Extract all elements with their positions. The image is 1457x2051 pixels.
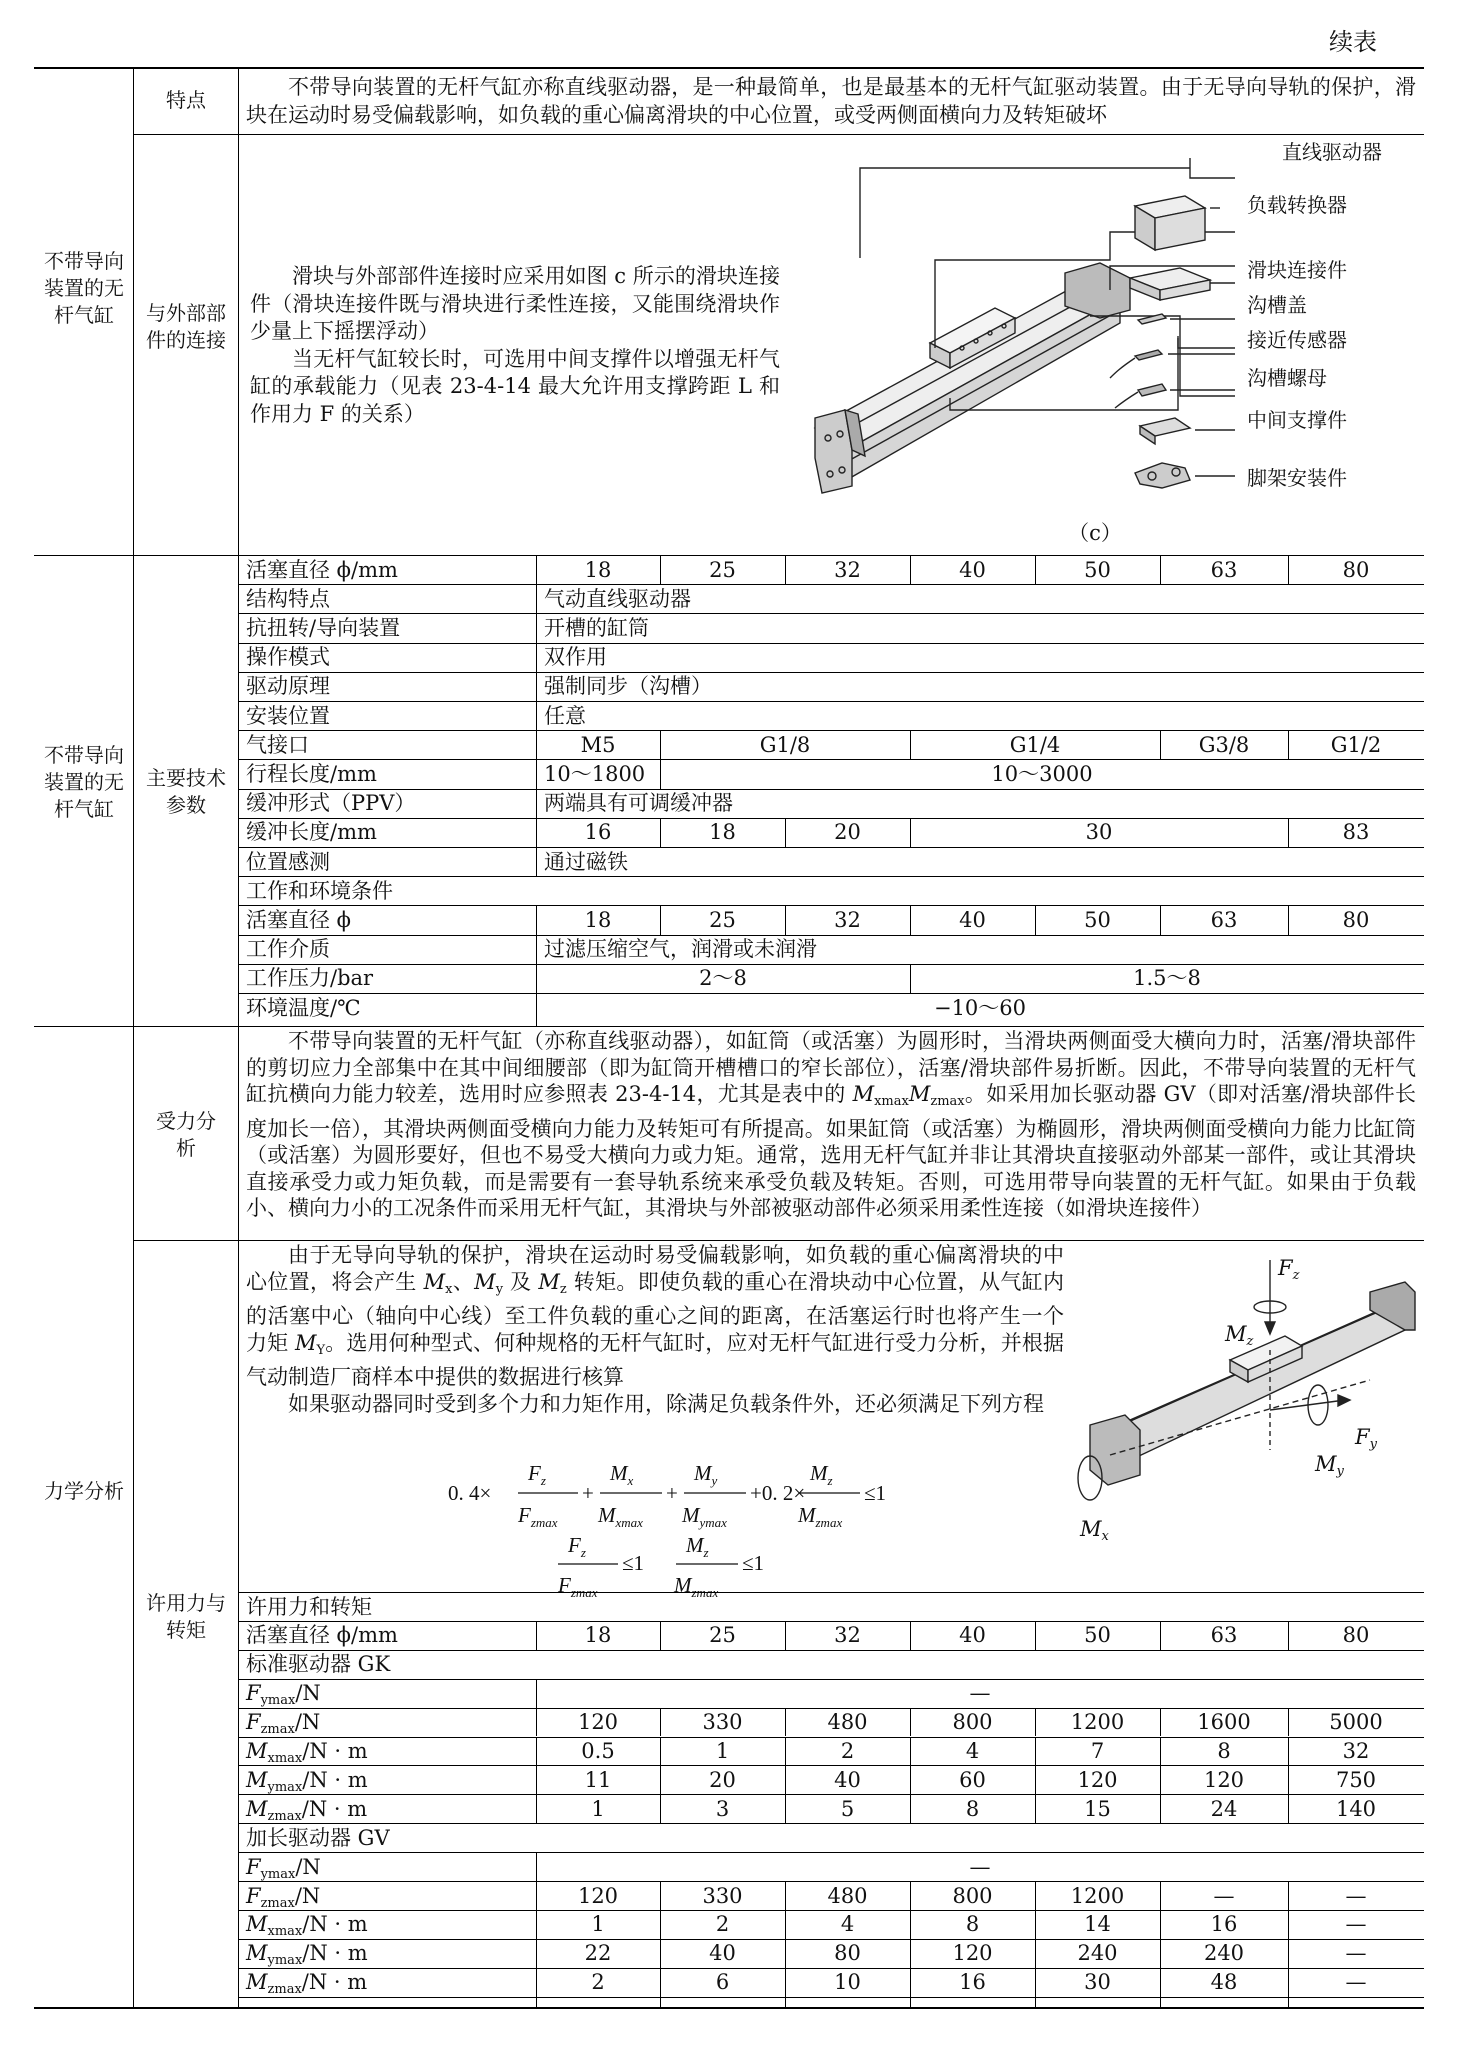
figure-part-label: 直线驱动器 — [1282, 140, 1382, 164]
gk-my-value: 60 — [959, 1767, 986, 1792]
cushion-length-value: 20 — [834, 820, 861, 845]
column-rule — [660, 905, 661, 934]
gk-mx-label: $M_{xmax}/N \cdot m$ — [246, 1739, 368, 1766]
gk-fz-value: 480 — [827, 1710, 868, 1735]
column-rule — [133, 67, 134, 2007]
column-rule — [660, 1708, 661, 1737]
column-rule — [1035, 1939, 1036, 1968]
piston-diameter: 18 — [584, 907, 612, 932]
svg-text:My: $M_y$ — [694, 1461, 718, 1488]
piston-diameter: 50 — [1084, 557, 1111, 582]
gk-mx-value: 32 — [1342, 1739, 1370, 1763]
gv-heading: 加长驱动器 GV — [246, 1825, 390, 1850]
piston-diameter: 18 — [584, 1623, 612, 1648]
gv-my-value: 22 — [584, 1941, 612, 1966]
piston-diameter: 40 — [959, 557, 986, 582]
eq-coef-2: +0. 2× — [750, 1481, 806, 1505]
column-rule — [536, 1737, 537, 1766]
gk-my-value: 120 — [1077, 1767, 1118, 1792]
column-rule — [910, 964, 911, 993]
stroke-value: 10～1800 — [544, 761, 646, 786]
gk-mx-value: 8 — [1217, 1739, 1231, 1763]
column-rule — [1160, 555, 1161, 584]
column-rule — [910, 1968, 911, 2007]
feature-label: 特点 — [166, 88, 206, 112]
column-rule — [1035, 1881, 1036, 1910]
allowable-text: 由于无导向导轨的保护，滑块在运动时易受偏载影响，如负载的重心偏离滑块的中心位置，将会产生 $M_x$、$M_y$ 及 $M_z$ 转矩。即使负载的重心在滑块动中心位置，从气缸内的活塞中心（轴向中心线）至工件负载的重心之间的距离，在活塞运行时也将产生一个力矩 $M_Y$。选用何种型式、何种规格的无杆气缸时，应对无杆气缸进行受力分析，并根据气动制造厂商样本中提供的数据进行核算 如果驱动器同时受到多个力和力矩作用，除满足负载条件外，还必须满足下列方程 — [246, 1243, 1064, 1416]
column-rule — [1288, 1881, 1289, 1910]
column-rule — [785, 1708, 786, 1737]
port-value: G1/4 — [1009, 732, 1061, 757]
eq-le-2: ≤1 — [622, 1551, 645, 1575]
row-rule — [238, 876, 1424, 877]
column-rule — [1288, 1910, 1289, 1939]
sec2-category-label: 不带导向装置的无杆气缸 — [44, 743, 124, 821]
column-rule — [910, 1621, 911, 1650]
gv-fz-value: 480 — [827, 1883, 868, 1908]
piston-diameter: 25 — [709, 557, 736, 582]
gk-fz-value: 1600 — [1197, 1710, 1251, 1735]
param-label-drive: 驱动原理 — [246, 674, 330, 699]
eq-le-3: ≤1 — [742, 1551, 765, 1575]
column-rule — [910, 818, 911, 847]
gk-fz-value: 5000 — [1329, 1710, 1383, 1735]
param-label-port: 气接口 — [246, 732, 309, 757]
piston-diameter: 80 — [1342, 1623, 1370, 1648]
column-rule — [1288, 1794, 1289, 1823]
gk-mx-value: 1 — [715, 1739, 730, 1763]
gk-my-value: 40 — [834, 1767, 861, 1792]
gv-fz-value: 330 — [702, 1883, 743, 1908]
pressure-value: 2～8 — [699, 966, 747, 991]
row-rule — [133, 1240, 1424, 1241]
gv-my-value: 240 — [1203, 1941, 1245, 1966]
svg-text:Mz: $M_z$ — [686, 1533, 709, 1560]
figure-part-label: 中间支撑件 — [1247, 408, 1347, 432]
row-rule — [238, 701, 1424, 702]
param-value-drive: 强制同步（沟槽） — [544, 674, 712, 699]
gk-mx-value: 7 — [1090, 1739, 1105, 1763]
param-value-torsion: 开槽的缸筒 — [544, 615, 649, 640]
column-rule — [785, 818, 786, 847]
piston-diameter: 80 — [1342, 557, 1370, 582]
column-rule — [1035, 1737, 1036, 1766]
allowable-table-title: 许用力和转矩 — [246, 1594, 372, 1619]
column-rule — [536, 1621, 537, 1650]
port-value: M5 — [580, 732, 616, 757]
gk-fz-value: 330 — [702, 1710, 743, 1735]
column-rule — [660, 818, 661, 847]
column-rule — [660, 555, 661, 584]
svg-text:+: + — [582, 1481, 594, 1505]
gk-fymax-label: $F_{ymax}/N$ — [246, 1681, 321, 1709]
svg-text:Mx: $M_x$ — [610, 1461, 634, 1488]
column-rule — [785, 1910, 786, 1939]
param-value-cushion: 两端具有可调缓冲器 — [544, 791, 733, 816]
row-rule — [133, 134, 1424, 135]
gv-mx-value: 1 — [591, 1912, 605, 1937]
column-rule — [785, 555, 786, 584]
gk-mz-value: 3 — [715, 1796, 730, 1821]
row-rule — [238, 643, 1424, 644]
gk-my-value: 11 — [584, 1767, 612, 1792]
gv-mz-value: 48 — [1210, 1970, 1238, 1995]
temperature-value: −10～60 — [933, 995, 1027, 1020]
column-rule — [910, 1794, 911, 1823]
column-rule — [536, 1679, 537, 1708]
column-rule — [536, 701, 537, 730]
column-rule — [536, 964, 537, 993]
column-rule — [910, 1765, 911, 1794]
column-rule — [785, 905, 786, 934]
param-value-mount: 任意 — [544, 703, 586, 728]
figure-part-label: 脚架安装件 — [1247, 466, 1347, 490]
gv-mx-label: $M_{xmax}/N \cdot m$ — [246, 1912, 368, 1940]
column-rule — [536, 730, 537, 759]
param-value-sensing: 通过磁铁 — [544, 849, 628, 874]
gk-mz-value: 140 — [1335, 1796, 1377, 1821]
column-rule — [660, 1737, 661, 1766]
column-rule — [910, 1737, 911, 1766]
column-rule — [1160, 1708, 1161, 1737]
figure-part-label: 沟槽盖 — [1247, 293, 1307, 317]
force-figure-label: $F_z$ — [1278, 1256, 1300, 1283]
eq-le-1: ≤1 — [864, 1481, 887, 1505]
param-label-structure: 结构特点 — [246, 586, 330, 611]
gv-mz-value: 10 — [834, 1970, 861, 1995]
piston-diameter: 25 — [709, 1623, 736, 1648]
column-rule — [1035, 1708, 1036, 1737]
column-rule — [536, 643, 537, 672]
column-rule — [910, 1881, 911, 1910]
gv-my-value: 80 — [834, 1941, 861, 1966]
force-figure-label: $F_y$ — [1355, 1425, 1377, 1452]
param-label-mount: 安装位置 — [246, 703, 330, 728]
column-rule — [785, 1968, 786, 2007]
piston-diameter: 50 — [1084, 1623, 1111, 1648]
gv-fz-value: 1200 — [1070, 1883, 1125, 1908]
column-rule — [1035, 905, 1036, 934]
row-rule — [238, 672, 1424, 673]
column-rule — [660, 730, 661, 759]
piston-diameter: 63 — [1210, 907, 1238, 932]
gv-fz-label: $F_{zmax}/N$ — [246, 1883, 321, 1911]
column-rule — [660, 1765, 661, 1794]
gv-my-value: 40 — [709, 1941, 736, 1966]
column-rule — [238, 67, 239, 2007]
gk-mx-value: 4 — [965, 1739, 980, 1763]
column-rule — [1288, 555, 1289, 584]
column-rule — [1160, 1910, 1161, 1939]
column-rule — [785, 1939, 786, 1968]
gk-fz-value: 1200 — [1070, 1710, 1125, 1735]
svg-text:Mzmax: $M_{zmax}$ — [798, 1503, 843, 1530]
svg-text:Fzmax: $F_{zmax}$ — [518, 1503, 558, 1530]
param-value-medium: 过滤压缩空气，润滑或未润滑 — [544, 937, 817, 962]
column-rule — [785, 1621, 786, 1650]
svg-text:Fz: $F_z$ — [528, 1461, 546, 1488]
column-rule — [1288, 1968, 1289, 2007]
column-rule — [536, 1708, 537, 1737]
column-rule — [1288, 1939, 1289, 1968]
column-rule — [1160, 1765, 1161, 1794]
column-rule — [910, 1910, 911, 1939]
section-rule — [34, 1026, 1424, 1027]
piston-diameter: 25 — [709, 907, 736, 932]
column-rule — [536, 935, 537, 964]
piston-diameter: 18 — [584, 557, 612, 582]
column-rule — [536, 1910, 537, 1939]
force-moment-figure — [1070, 1250, 1420, 1540]
column-rule — [536, 1939, 537, 1968]
column-rule — [660, 1968, 661, 2007]
port-value: G3/8 — [1198, 732, 1250, 757]
gv-mz-value: 6 — [715, 1970, 730, 1995]
column-rule — [536, 1765, 537, 1794]
gv-fz-value: — — [1345, 1883, 1367, 1908]
port-value: G1/8 — [759, 732, 811, 757]
gk-fz-label: $F_{zmax}/N$ — [246, 1710, 321, 1738]
column-rule — [910, 1939, 911, 1968]
gk-fz-value: 800 — [952, 1710, 993, 1735]
column-rule — [785, 1881, 786, 1910]
column-rule — [536, 1852, 537, 1881]
gk-my-value: 750 — [1335, 1767, 1377, 1792]
sec1-category-label: 不带导向装置的无杆气缸 — [44, 249, 124, 327]
column-rule — [1160, 1737, 1161, 1766]
gk-mz-value: 15 — [1084, 1796, 1111, 1821]
column-rule — [536, 789, 537, 818]
connect-label: 与外部部件的连接 — [146, 301, 226, 352]
param-value-structure: 气动直线驱动器 — [544, 586, 691, 611]
column-rule — [536, 584, 537, 613]
port-value: G1/2 — [1330, 732, 1382, 757]
env-conditions-heading: 工作和环境条件 — [246, 878, 393, 903]
column-rule — [785, 1765, 786, 1794]
figure-part-label: 滑块连接件 — [1247, 258, 1347, 282]
column-rule — [1288, 818, 1289, 847]
cushion-length-value: 83 — [1342, 820, 1370, 845]
force-analysis-label: 受力分析 — [156, 1109, 216, 1160]
pressure-value: 1.5～8 — [1133, 966, 1201, 991]
column-rule — [910, 730, 911, 759]
tech-params-label: 主要技术参数 — [146, 766, 226, 817]
gk-heading: 标准驱动器 GK — [246, 1652, 391, 1677]
continued-label: 续表 — [1329, 28, 1377, 56]
column-rule — [1160, 905, 1161, 934]
param-value-mode: 双作用 — [544, 645, 607, 670]
column-rule — [1288, 905, 1289, 934]
gv-fz-value: 120 — [577, 1883, 619, 1908]
column-rule — [1160, 1794, 1161, 1823]
gv-mx-value: 4 — [840, 1912, 855, 1937]
row-rule — [238, 1592, 1424, 1593]
gk-my-value: 120 — [1203, 1767, 1245, 1792]
param-label-stroke: 行程长度/mm — [246, 761, 377, 786]
force-analysis-text: 不带导向装置的无杆气缸（亦称直线驱动器），如缸筒（或活塞）为圆形时，当滑块两侧面受大横向力时，活塞/滑块部件的剪切应力全部集中在其中间细腰部（即为缸筒开槽槽口的窄长部位），活塞/滑块部件易折断。因此，不带导向装置的无杆气缸抗横向力能力较差，选用时应参照表 23-4-14，尤其是表中的 $M_{xmax}M_{zmax}$。如采用加长驱动器 GV（即对活塞/滑块部件长度加长一倍），其滑块两侧面受横向力能力及转矩可有所提高。如果缸筒（或活塞）为椭圆形，滑块两侧面受横向力能力比缸筒（或活塞）为圆形要好，但也不易受大横向力或力矩。通常，选用无杆气缸并非让其滑块直接驱动外部某一部件，或让其滑块直接承受力或力矩负载，而是需要有一套导轨系统来承受负载及转矩。否则，可选用带导向装置的无杆气缸。如果由于负载小、横向力小的工况条件而采用无杆气缸，其滑块与外部被驱动部件必须采用柔性连接（如滑块连接件） — [246, 1029, 1416, 1220]
figure-part-label: 接近传感器 — [1247, 328, 1347, 352]
column-rule — [536, 555, 537, 584]
gk-mx-value: 2 — [840, 1739, 855, 1763]
column-rule — [1035, 1794, 1036, 1823]
column-rule — [660, 1910, 661, 1939]
column-rule — [1035, 1968, 1036, 2007]
column-rule — [536, 993, 537, 1026]
param-label-cushion: 缓冲形式（PPV） — [246, 791, 416, 816]
column-rule — [660, 759, 661, 788]
gv-my-label: $M_{ymax}/N \cdot m$ — [246, 1941, 368, 1969]
piston-diameter: 32 — [834, 557, 861, 582]
gv-mx-value: — — [1345, 1912, 1367, 1937]
gv-mz-value: 30 — [1084, 1970, 1111, 1995]
piston-diameter: 40 — [959, 907, 986, 932]
figure-part-label: 负载转换器 — [1247, 193, 1347, 217]
column-rule — [1160, 730, 1161, 759]
piston-diameter: 32 — [834, 907, 861, 932]
connect-text: 滑块与外部部件连接时应采用如图 c 所示的滑块连接件（滑块连接件既与滑块进行柔性连接，又能围绕滑块作少量上下摇摆浮动） 当无杆气缸较长时，可选用中间支撑件以增强无杆气缸的承载能力（见表 23-4-14 最大允许用支撑跨距 L 和作用力 F 的关系） — [250, 264, 780, 426]
column-rule — [1035, 1765, 1036, 1794]
gk-mz-value: 1 — [591, 1796, 605, 1821]
gv-fz-value: 800 — [952, 1883, 993, 1908]
column-rule — [660, 1939, 661, 1968]
gk-mx-value: 0.5 — [581, 1739, 615, 1763]
column-rule — [1160, 1939, 1161, 1968]
cushion-length-value: 16 — [584, 820, 612, 845]
column-rule — [910, 1708, 911, 1737]
figure-part-label: 沟槽螺母 — [1247, 366, 1327, 390]
svg-text:Fz: $F_z$ — [568, 1533, 586, 1560]
gv-mx-value: 8 — [965, 1912, 980, 1937]
row-rule — [238, 613, 1424, 614]
column-rule — [1035, 1910, 1036, 1939]
piston-diameter: 63 — [1210, 557, 1238, 582]
force-figure-label: $M_y$ — [1315, 1452, 1344, 1479]
cushion-length-value: 18 — [709, 820, 736, 845]
eq-coef-1: 0. 4× — [448, 1481, 492, 1505]
column-rule — [785, 1794, 786, 1823]
gv-mx-value: 14 — [1084, 1912, 1111, 1937]
force-figure-label: $M_z$ — [1225, 1322, 1254, 1349]
column-rule — [1288, 1737, 1289, 1766]
piston-diameter: 80 — [1342, 907, 1370, 932]
gv-fymax-value: — — [969, 1854, 991, 1879]
column-rule — [536, 759, 537, 788]
force-figure-label: $M_x$ — [1080, 1517, 1109, 1544]
gv-mz-value: 2 — [591, 1970, 605, 1995]
param-label-piston: 活塞直径 ϕ/mm — [246, 557, 398, 582]
piston-diameter: 50 — [1084, 907, 1111, 932]
column-rule — [1035, 555, 1036, 584]
column-rule — [536, 1968, 537, 2007]
column-rule — [1160, 1881, 1161, 1910]
column-rule — [910, 905, 911, 934]
gv-fymax-label: $F_{ymax}/N$ — [246, 1854, 321, 1882]
column-rule — [660, 1881, 661, 1910]
stroke-value: 10～3000 — [991, 761, 1093, 786]
param-label-cushion-length: 缓冲长度/mm — [246, 820, 377, 845]
column-rule — [910, 555, 911, 584]
param-label-mode: 操作模式 — [246, 645, 330, 670]
svg-text:Mxmax: $M_{xmax}$ — [598, 1503, 643, 1530]
sec3-category-label: 力学分析 — [44, 1479, 124, 1503]
svg-text:Mz: $M_z$ — [810, 1461, 833, 1488]
svg-text:Mzmax: $M_{zmax}$ — [674, 1573, 719, 1600]
column-rule — [785, 1737, 786, 1766]
gv-mz-value: — — [1345, 1970, 1367, 1995]
gv-my-value: — — [1345, 1941, 1367, 1966]
param-label-temperature: 环境温度/℃ — [246, 995, 361, 1020]
column-rule — [536, 672, 537, 701]
column-rule — [1035, 1621, 1036, 1650]
column-rule — [536, 905, 537, 934]
param-label-sensing: 位置感测 — [246, 849, 330, 874]
column-rule — [536, 818, 537, 847]
param-label-pressure: 工作压力/bar — [246, 966, 374, 991]
column-rule — [1288, 1621, 1289, 1650]
param-label-torsion: 抗扭转/导向装置 — [246, 615, 401, 640]
svg-text:Mymax: $M_{ymax}$ — [682, 1503, 727, 1530]
param-label-piston-2: 活塞直径 ϕ — [246, 907, 351, 932]
gk-my-label: $M_{ymax}/N \cdot m$ — [246, 1767, 368, 1795]
gk-mz-value: 8 — [965, 1796, 980, 1821]
gk-mz-value: 5 — [840, 1796, 855, 1821]
column-rule — [1160, 1621, 1161, 1650]
gk-my-value: 20 — [709, 1767, 736, 1792]
piston-diameter: 63 — [1210, 1623, 1238, 1648]
svg-text:+: + — [666, 1481, 678, 1505]
svg-text:Fzmax: $F_{zmax}$ — [558, 1573, 598, 1600]
table-bottom-rule — [34, 2007, 1424, 2009]
gk-mz-label: $M_{zmax}/N \cdot m$ — [246, 1796, 368, 1824]
column-rule — [1288, 730, 1289, 759]
gv-my-value: 120 — [952, 1941, 993, 1966]
piston-diameter: 32 — [834, 1623, 861, 1648]
column-rule — [536, 613, 537, 642]
column-rule — [660, 1621, 661, 1650]
column-rule — [1288, 1708, 1289, 1737]
param-label-medium: 工作介质 — [246, 937, 330, 962]
gv-mx-value: 2 — [715, 1912, 730, 1937]
column-rule — [536, 1794, 537, 1823]
piston-diameter: 40 — [959, 1623, 986, 1648]
gk-mz-value: 24 — [1210, 1796, 1238, 1821]
column-rule — [660, 1794, 661, 1823]
column-rule — [1160, 1968, 1161, 2007]
load-equation — [440, 1440, 900, 1600]
figure-caption: （c） — [1068, 521, 1122, 545]
gv-mx-value: 16 — [1210, 1912, 1238, 1937]
gv-mz-label: $M_{zmax}/N \cdot m$ — [246, 1970, 368, 1998]
gv-mz-value: 16 — [959, 1970, 986, 1995]
column-rule — [1288, 1765, 1289, 1794]
param-label-piston: 活塞直径 ϕ/mm — [246, 1623, 398, 1648]
gv-my-value: 240 — [1077, 1941, 1118, 1966]
column-rule — [536, 847, 537, 876]
gk-fz-value: 120 — [577, 1710, 619, 1735]
gk-fymax-value: — — [969, 1681, 991, 1706]
column-rule — [536, 1881, 537, 1910]
cushion-length-value: 30 — [1085, 820, 1113, 845]
allowable-label: 许用力与转矩 — [146, 1591, 226, 1642]
feature-text: 不带导向装置的无杆气缸亦称直线驱动器，是一种最简单，也是最基本的无杆气缸驱动装置。由于无导向导轨的保护，滑块在运动时易受偏载影响，如负载的重心偏离滑块的中心位置，或受两侧面横向力及转矩破坏 — [246, 75, 1416, 127]
table-top-rule — [34, 67, 1424, 69]
gv-fz-value: — — [1213, 1883, 1235, 1908]
